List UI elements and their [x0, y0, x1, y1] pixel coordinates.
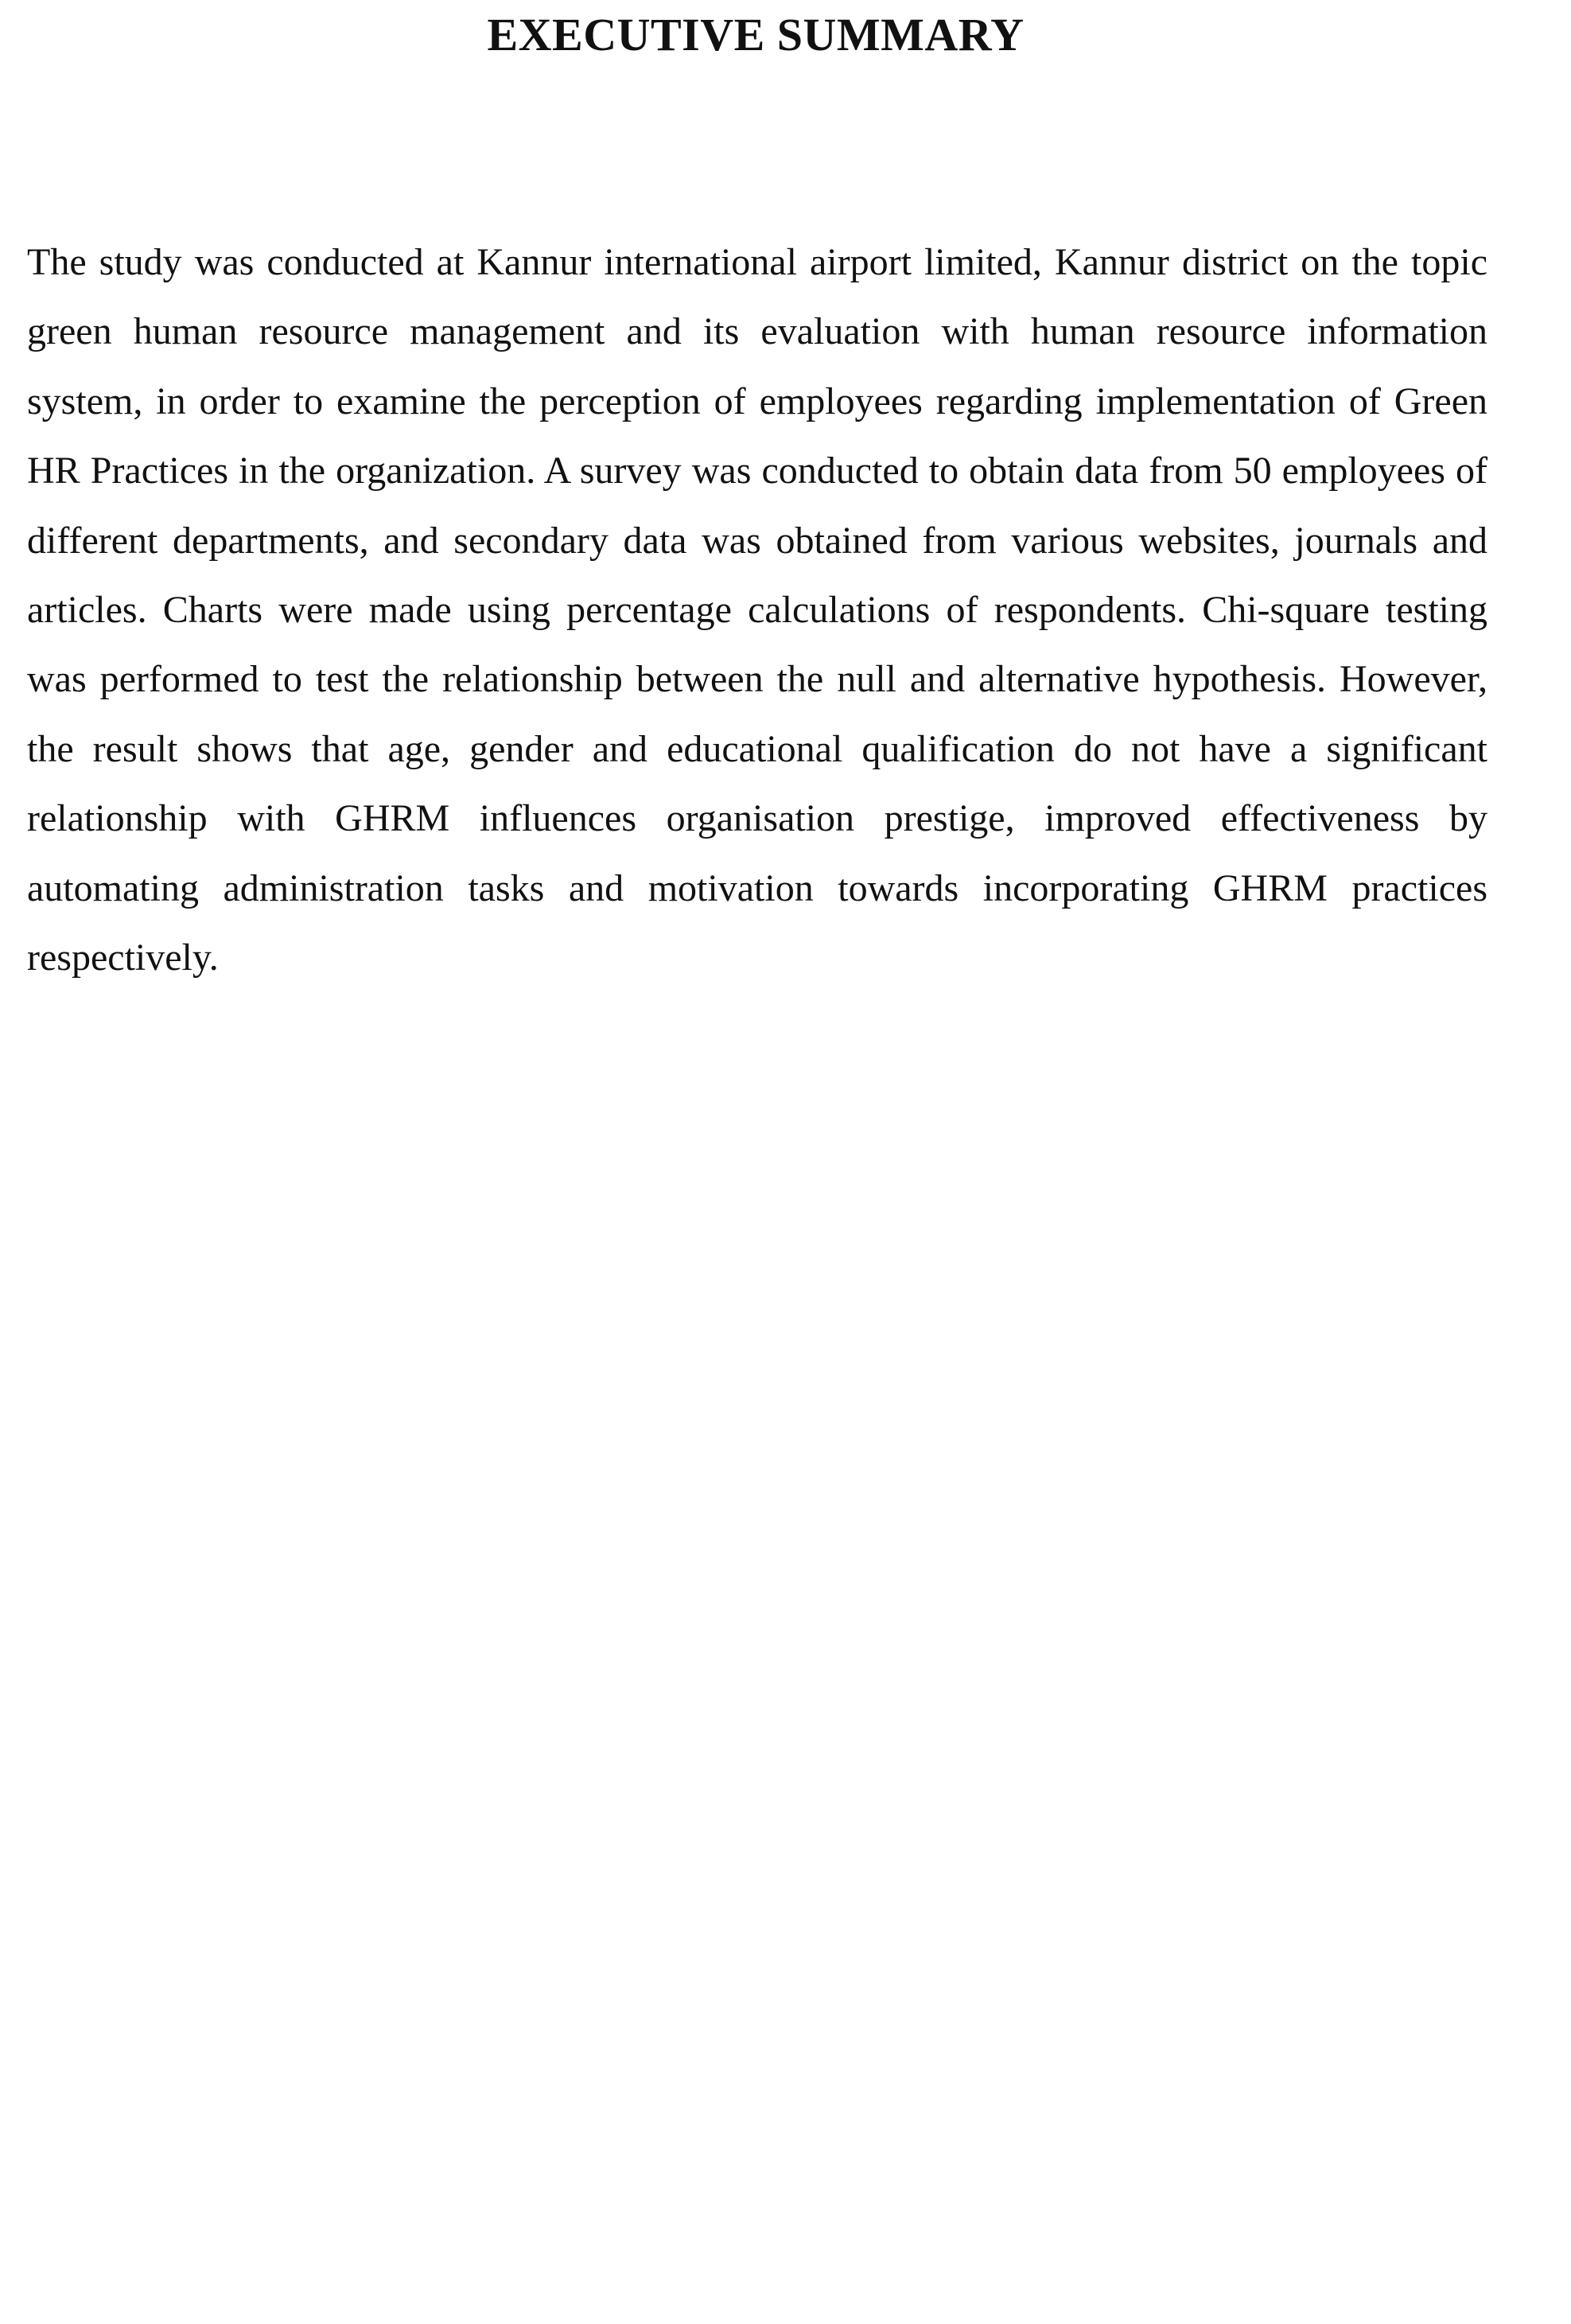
summary-paragraph: The study was conducted at Kannur international airport limited, Kannur district on the topic green human resource management and its evaluation with human resource information system, in order to examine the perception of employees regarding implementation of Green HR Practices in the organization. A survey was conducted to obtain data from 50 employees of different departments, and secondary data was obtained from various websites, journals and articles. Charts were made using percentage calculations of respondents. Chi-square testing was performed to test the relationship between the null and alternative hypothesis. However, the result shows that age, gender and educational qualification do not have a significant relationship with GHRM influences organisation prestige, improved effectiveness by automating administration tasks and motivation towards incorporating GHRM practices respectively. — [27, 241, 1487, 979]
page-title: EXECUTIVE SUMMARY — [487, 9, 1025, 60]
